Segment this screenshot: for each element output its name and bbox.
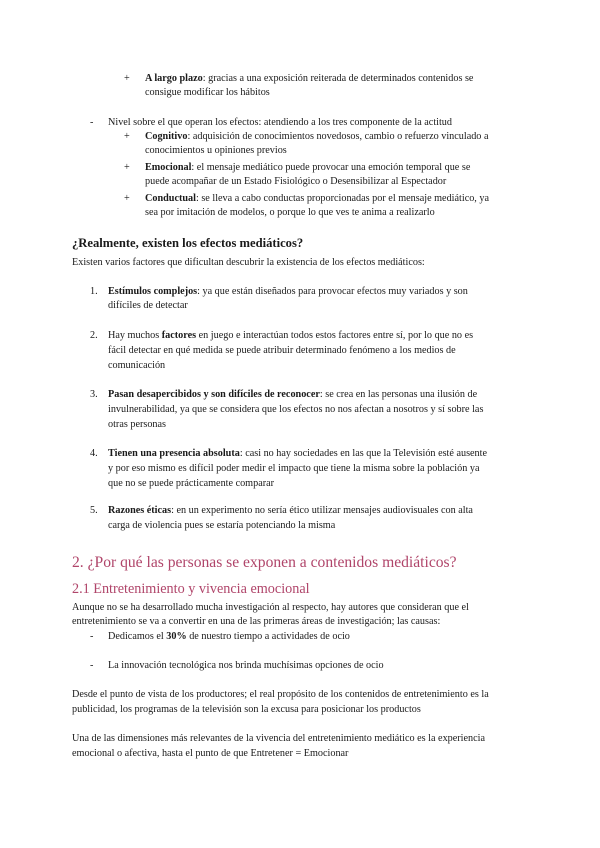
- bullet-text: : adquisición de conocimientos novedosos, cambio o refuerzo vinculado a: [187, 131, 489, 142]
- bullet-line: [145, 130, 488, 144]
- paragraph-line: Una de las dimensiones más relevantes de la vivencia del entretenimiento mediático es la experiencia: [72, 733, 485, 744]
- bullet-line: sea por imitación de modelos, o porque lo que ves te anima a realizarlo: [145, 207, 435, 218]
- factor-line: carga de violencia pues se estaría potenciando la misma: [108, 520, 336, 531]
- factor-line: invulnerabilidad, ya que se considera que los efectos no nos afectan a nosotros y sí sobre las: [108, 404, 484, 415]
- cause-item: La innovación tecnológica nos brinda muchísimas opciones de ocio: [108, 660, 384, 671]
- cause-highlight: 30%: [166, 631, 187, 642]
- bullet-line: [145, 192, 489, 206]
- bullet-term: Conductual: [145, 193, 196, 204]
- factor-line: que no se puede prácticamente comparar: [108, 478, 275, 489]
- plus-bullet: +: [124, 193, 130, 204]
- list-number: 3.: [90, 389, 98, 400]
- factor-line: y por eso mismo es difícil poder medir el impacto que tiene la misma sobre la población ya: [108, 463, 480, 474]
- list-number: 2.: [90, 330, 98, 341]
- bullet-term: Emocional: [145, 162, 192, 173]
- bullet-term: A largo plazo: [145, 73, 203, 84]
- dash-bullet: -: [90, 631, 94, 642]
- cause-item: Dedicamos el 30% de nuestro tiempo a actividades de ocio: [108, 631, 350, 642]
- factor-term: Tienen una presencia absoluta: [108, 448, 240, 459]
- nivel-text: Nivel sobre el que operan los efectos: atendiendo a los tres componente de la actitud: [108, 117, 452, 128]
- paragraph-line: emocional o afectiva, hasta el punto de que Entretener = Emocionar: [72, 748, 349, 759]
- factor-line: difíciles de detectar: [108, 300, 188, 311]
- bullet-line: [145, 72, 473, 86]
- factor-term: factores: [161, 330, 197, 341]
- subsection-heading: 2.1 Entretenimiento y vivencia emocional: [72, 581, 310, 597]
- bullet-text: : el mensaje mediático puede provocar una emoción temporal que se: [191, 162, 471, 173]
- factor-line: Pasan desapercibidos y son difíciles de reconocer: se crea en las personas una ilusión de: [108, 389, 478, 400]
- bullet-text: : gracias a una exposición reiterada de determinados contenidos se: [202, 73, 474, 84]
- intro-text: Existen varios factores que dificultan descubrir la existencia de los efectos mediáticos:: [72, 257, 425, 268]
- bullet-line: conocimientos u opiniones previos: [145, 145, 287, 156]
- paragraph-line: Aunque no se ha desarrollado mucha investigación al respecto, hay autores que consideran que el: [72, 602, 469, 613]
- bullet-line: puede acompañar de un Estado Fisiológico o Desensibilizar al Espectador: [145, 176, 447, 187]
- paragraph-line: entretenimiento se va a convertir en una de las primeras áreas de investigación; las causas:: [72, 616, 441, 627]
- section-heading: ¿Realmente, existen los efectos mediáticos?: [72, 236, 304, 250]
- bullet-line: [145, 161, 470, 175]
- factor-line: comunicación: [108, 360, 166, 371]
- factor-line: Estímulos complejos: ya que están diseñados para provocar efectos muy variados y son: [108, 286, 468, 297]
- dash-bullet: -: [90, 660, 94, 671]
- factor-line: fácil detectar en qué medida se puede atribuir determinado fenómeno a los medios de: [108, 345, 456, 356]
- list-number: 5.: [90, 505, 98, 516]
- factor-line: Tienen una presencia absoluta: casi no hay sociedades en las que la Televisión esté ausente: [108, 448, 488, 459]
- list-number: 1.: [90, 286, 98, 297]
- factor-term: Estímulos complejos: [108, 286, 198, 297]
- chapter-heading: 2. ¿Por qué las personas se exponen a contenidos mediáticos?: [72, 554, 457, 571]
- factor-term: Razones éticas: [108, 505, 172, 516]
- plus-bullet: +: [124, 162, 130, 173]
- factor-term: Pasan desapercibidos y son difíciles de reconocer: [108, 389, 320, 400]
- bullet-line: consigue modificar los hábitos: [145, 87, 270, 98]
- list-number: 4.: [90, 448, 98, 459]
- factor-line: Razones éticas: en un experimento no sería ético utilizar mensajes audiovisuales con alta: [108, 505, 473, 516]
- bullet-term: Cognitivo: [145, 131, 188, 142]
- factor-line: Hay muchos factores en juego e interactúan todos estos factores entre sí, por lo que no es: [108, 330, 474, 341]
- paragraph-line: Desde el punto de vista de los productores; el real propósito de los contenidos de entretenimiento es la: [72, 689, 489, 700]
- plus-bullet: +: [124, 73, 130, 84]
- plus-bullet: +: [124, 131, 130, 142]
- factor-line: otras personas: [108, 419, 166, 430]
- bullet-text: : se lleva a cabo conductas proporcionadas por el mensaje mediático, ya: [195, 193, 490, 204]
- paragraph-line: publicidad, los programas de la televisión son la excusa para posicionar los productos: [72, 704, 421, 715]
- dash-bullet: -: [90, 117, 94, 128]
